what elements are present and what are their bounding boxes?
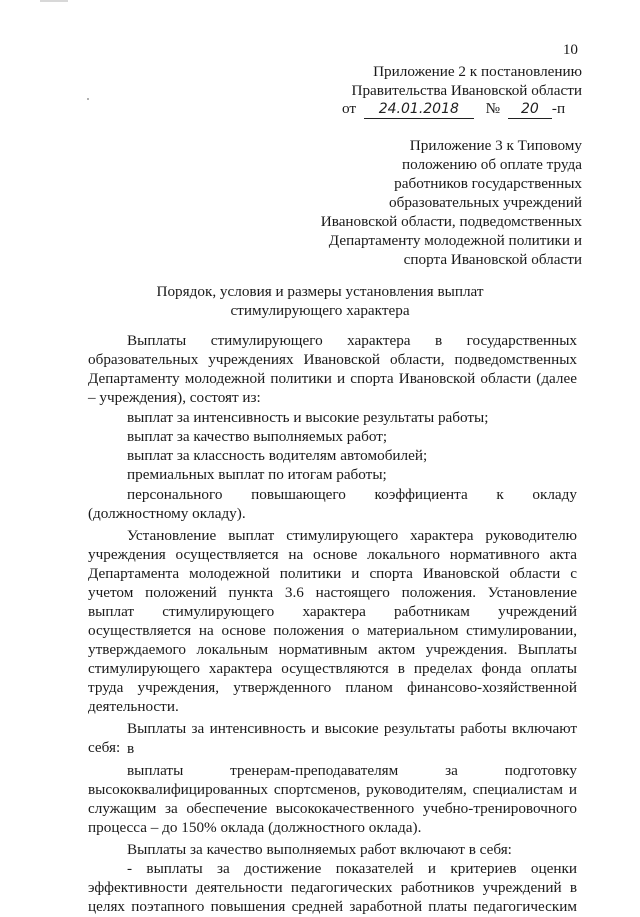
scan-artifact — [40, 0, 68, 8]
body-line: (должностному окладу). — [88, 505, 246, 522]
body-line: персонального повышающего коэффициента к окладу — [127, 486, 577, 503]
body-line: эффективности деятельности педагогических работников учреждений в — [88, 879, 577, 896]
body-line-cut: целях поэтапного повышения средней заработной платы педагогическим — [88, 898, 577, 915]
body-line: – учреждения), состоят из: — [88, 389, 261, 406]
handwritten-number: 20 — [508, 100, 552, 119]
scan-speck — [87, 98, 89, 100]
appendix2-line2: Правительства Ивановской области — [351, 82, 582, 99]
appendix2-date-line — [342, 99, 565, 119]
body-line: Департаменту молодежной политики и спорта Ивановской области (далее — [88, 370, 577, 387]
body-line: образовательных учреждениях Ивановской области, подведомственных — [88, 351, 577, 368]
body-line: выплат стимулирующего характера работникам учреждений — [88, 603, 577, 620]
body-line: выплат за интенсивность и высокие результаты работы; — [127, 409, 489, 426]
appendix3-line: Приложение 3 к Типовому — [409, 137, 582, 154]
body-line: учетом положений пункта 3.6 настоящего положения. Установление — [88, 584, 577, 601]
appendix2-line1: Приложение 2 к постановлению — [373, 63, 582, 80]
body-line: Установление выплат стимулирующего характера руководителю — [127, 527, 577, 544]
body-line: премиальных выплат по итогам работы; — [127, 466, 387, 483]
from-prefix: от — [342, 100, 357, 117]
body-line: труда учреждения, утвержденного планом финансово-хозяйственной — [88, 679, 577, 696]
body-line: деятельности. — [88, 698, 179, 715]
appendix3-line: образовательных учреждений — [389, 194, 582, 211]
appendix3-line: работников государственных — [394, 175, 582, 192]
body-line: выплат за классность водителям автомобилей; — [127, 447, 428, 464]
body-line: Выплаты стимулирующего характера в государственных — [127, 332, 577, 349]
body-line: служащим за обеспечение высококачественного учебно-тренировочного — [88, 800, 577, 817]
body-line: осуществляется на основе положения о материальном стимулировании, — [88, 622, 577, 639]
body-line: - выплаты за достижение показателей и критериев оценки — [127, 860, 577, 877]
body-line: Выплаты за интенсивность и высокие результаты работы включают в — [127, 720, 577, 757]
body-line: выплат за качество выполняемых работ; — [127, 428, 388, 445]
number-suffix: -п — [551, 100, 566, 117]
body-line: выплаты тренерам-преподавателям за подготовку — [127, 762, 577, 779]
appendix3-line: Ивановской области, подведомственных — [320, 213, 582, 230]
appendix3-line: спорта Ивановской области — [403, 251, 582, 268]
body-line: высококвалифицированных спортсменов, руководителям, специалистам и — [88, 781, 577, 798]
body-line: процесса – до 150% оклада (должностного оклада). — [88, 819, 422, 836]
page-number: 10 — [562, 41, 578, 58]
body-line: учреждения осуществляется на основе локального нормативного акта — [88, 546, 577, 563]
body-line: утверждаемого локальным нормативным актом учреждения. Выплаты — [88, 641, 577, 658]
handwritten-date: 24.01.2018 — [364, 100, 474, 119]
document-title-line1: Порядок, условия и размеры установления выплат — [156, 283, 484, 300]
appendix3-line: положению об оплате труда — [401, 156, 582, 173]
body-line: Выплаты за качество выполняемых работ включают в себя: — [127, 841, 512, 858]
number-sign: № — [485, 100, 501, 117]
appendix3-line: Департаменту молодежной политики и — [328, 232, 582, 249]
document-title-line2: стимулирующего характера — [230, 302, 410, 319]
body-line: Департамента молодежной политики и спорта Ивановской области с — [88, 565, 577, 582]
body-line: стимулирующего характера осуществляются в пределах фонда оплаты — [88, 660, 577, 677]
body-line: себя: — [88, 739, 121, 756]
